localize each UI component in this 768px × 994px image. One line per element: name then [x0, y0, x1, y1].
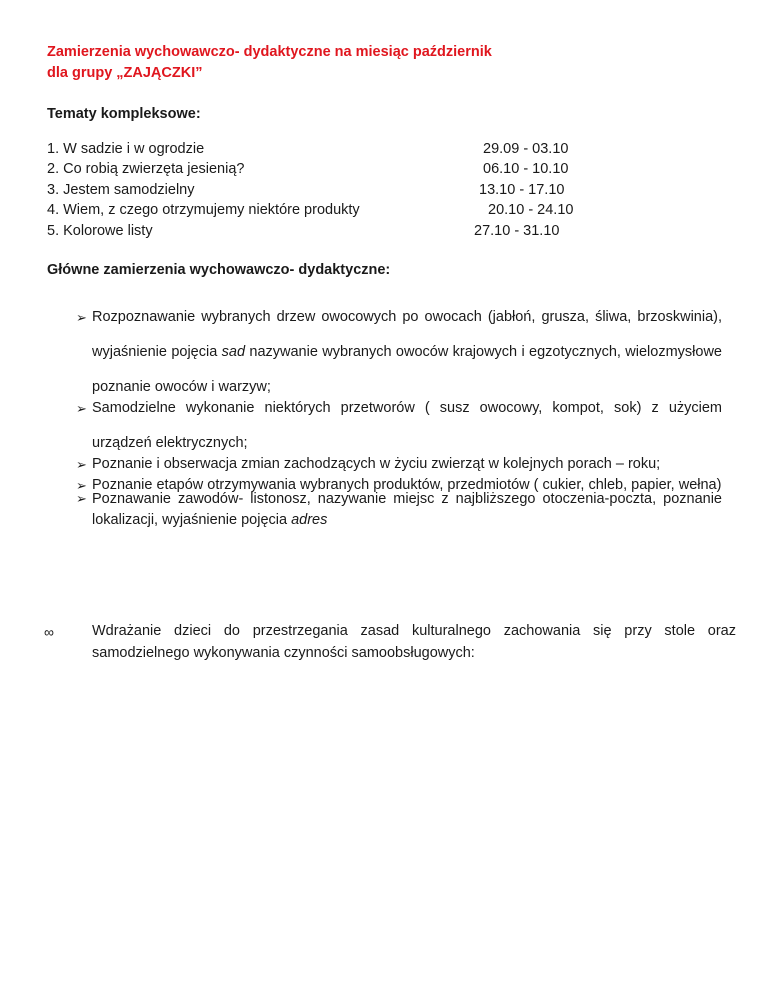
- goal-emphasis: adres: [291, 511, 328, 528]
- infinity-bullet-icon: ∞: [44, 624, 54, 640]
- topic-dates: 13.10 - 17.10: [479, 181, 565, 198]
- document-title: [47, 42, 492, 84]
- topic-label: 3. Jestem samodzielny: [47, 181, 195, 198]
- goal-text: Poznanie etapów otrzymywania wybranych produktów, przedmiotów ( cukier, chleb, papier, wełna): [92, 477, 722, 493]
- topics-heading: Tematy kompleksowe:: [47, 106, 201, 122]
- topic-label: 5. Kolorowe listy: [47, 222, 153, 239]
- goal-emphasis: sad: [221, 344, 246, 360]
- title-line-2: dla grupy „ZAJĄCZKI”: [47, 65, 203, 81]
- topic-row: [47, 180, 607, 200]
- title-line-1: Zamierzenia wychowawczo- dydaktyczne na miesiąc październik: [47, 44, 492, 60]
- goal-text: [92, 300, 722, 405]
- topic-dates: 27.10 - 31.10: [474, 222, 560, 239]
- goal-text-part: nazywanie wybranych owoców krajowych i egzotycznych, wielozmysłowe poznanie owoców i warzyw;: [92, 344, 722, 395]
- extra-note-text: Wdrażanie dzieci do przestrzegania zasad kulturalnego zachowania się przy stole oraz samodzielnego wykonywania czynności samoobsługowych:: [92, 623, 736, 661]
- arrow-bullet-icon: ➢: [76, 478, 87, 493]
- list-item: [78, 489, 722, 530]
- list-item: [78, 300, 722, 405]
- arrow-bullet-icon: ➢: [76, 401, 87, 416]
- topic-dates: 29.09 - 03.10: [483, 141, 569, 157]
- goals-list: [78, 300, 722, 530]
- arrow-bullet-icon: ➢: [76, 491, 87, 506]
- topic-row: [47, 159, 607, 179]
- goals-heading: Główne zamierzenia wychowawczo- dydaktyczne:: [47, 262, 391, 278]
- topics-list: [47, 139, 607, 241]
- goal-text-part: Rozpoznawanie wybranych drzew owocowych po owocach (jabłoń, grusza, śliwa, brzoskwinia), wyjaśnienie pojęcia: [92, 309, 722, 360]
- goal-text-part: Poznawanie zawodów- listonosz, nazywanie miejsc z najbliższego otoczenia-poczta, poznanie lokalizacji, wyjaśnienie pojęcia: [92, 491, 722, 528]
- topic-label: 2. Co robią zwierzęta jesienią?: [47, 161, 245, 178]
- topic-dates: 06.10 - 10.10: [483, 161, 569, 178]
- arrow-bullet-icon: ➢: [76, 310, 87, 325]
- topic-label: 1. W sadzie i w ogrodzie: [47, 141, 205, 157]
- topic-row: [47, 200, 607, 220]
- goal-text: Samodzielne wykonanie niektórych przetworów ( susz owocowy, kompot, sok) z użyciem urządzeń elektrycznych;: [92, 400, 722, 451]
- topic-label: 4. Wiem, z czego otrzymujemy niektóre produkty: [47, 202, 360, 219]
- topic-dates: 20.10 - 24.10: [488, 202, 574, 219]
- arrow-bullet-icon: ➢: [76, 457, 87, 472]
- topic-row: [47, 139, 607, 159]
- extra-note: [44, 620, 736, 664]
- goal-text: [92, 489, 722, 530]
- goal-text: Poznanie i obserwacja zmian zachodzących w życiu zwierząt w kolejnych porach – roku;: [92, 456, 661, 472]
- topic-row: [47, 221, 607, 241]
